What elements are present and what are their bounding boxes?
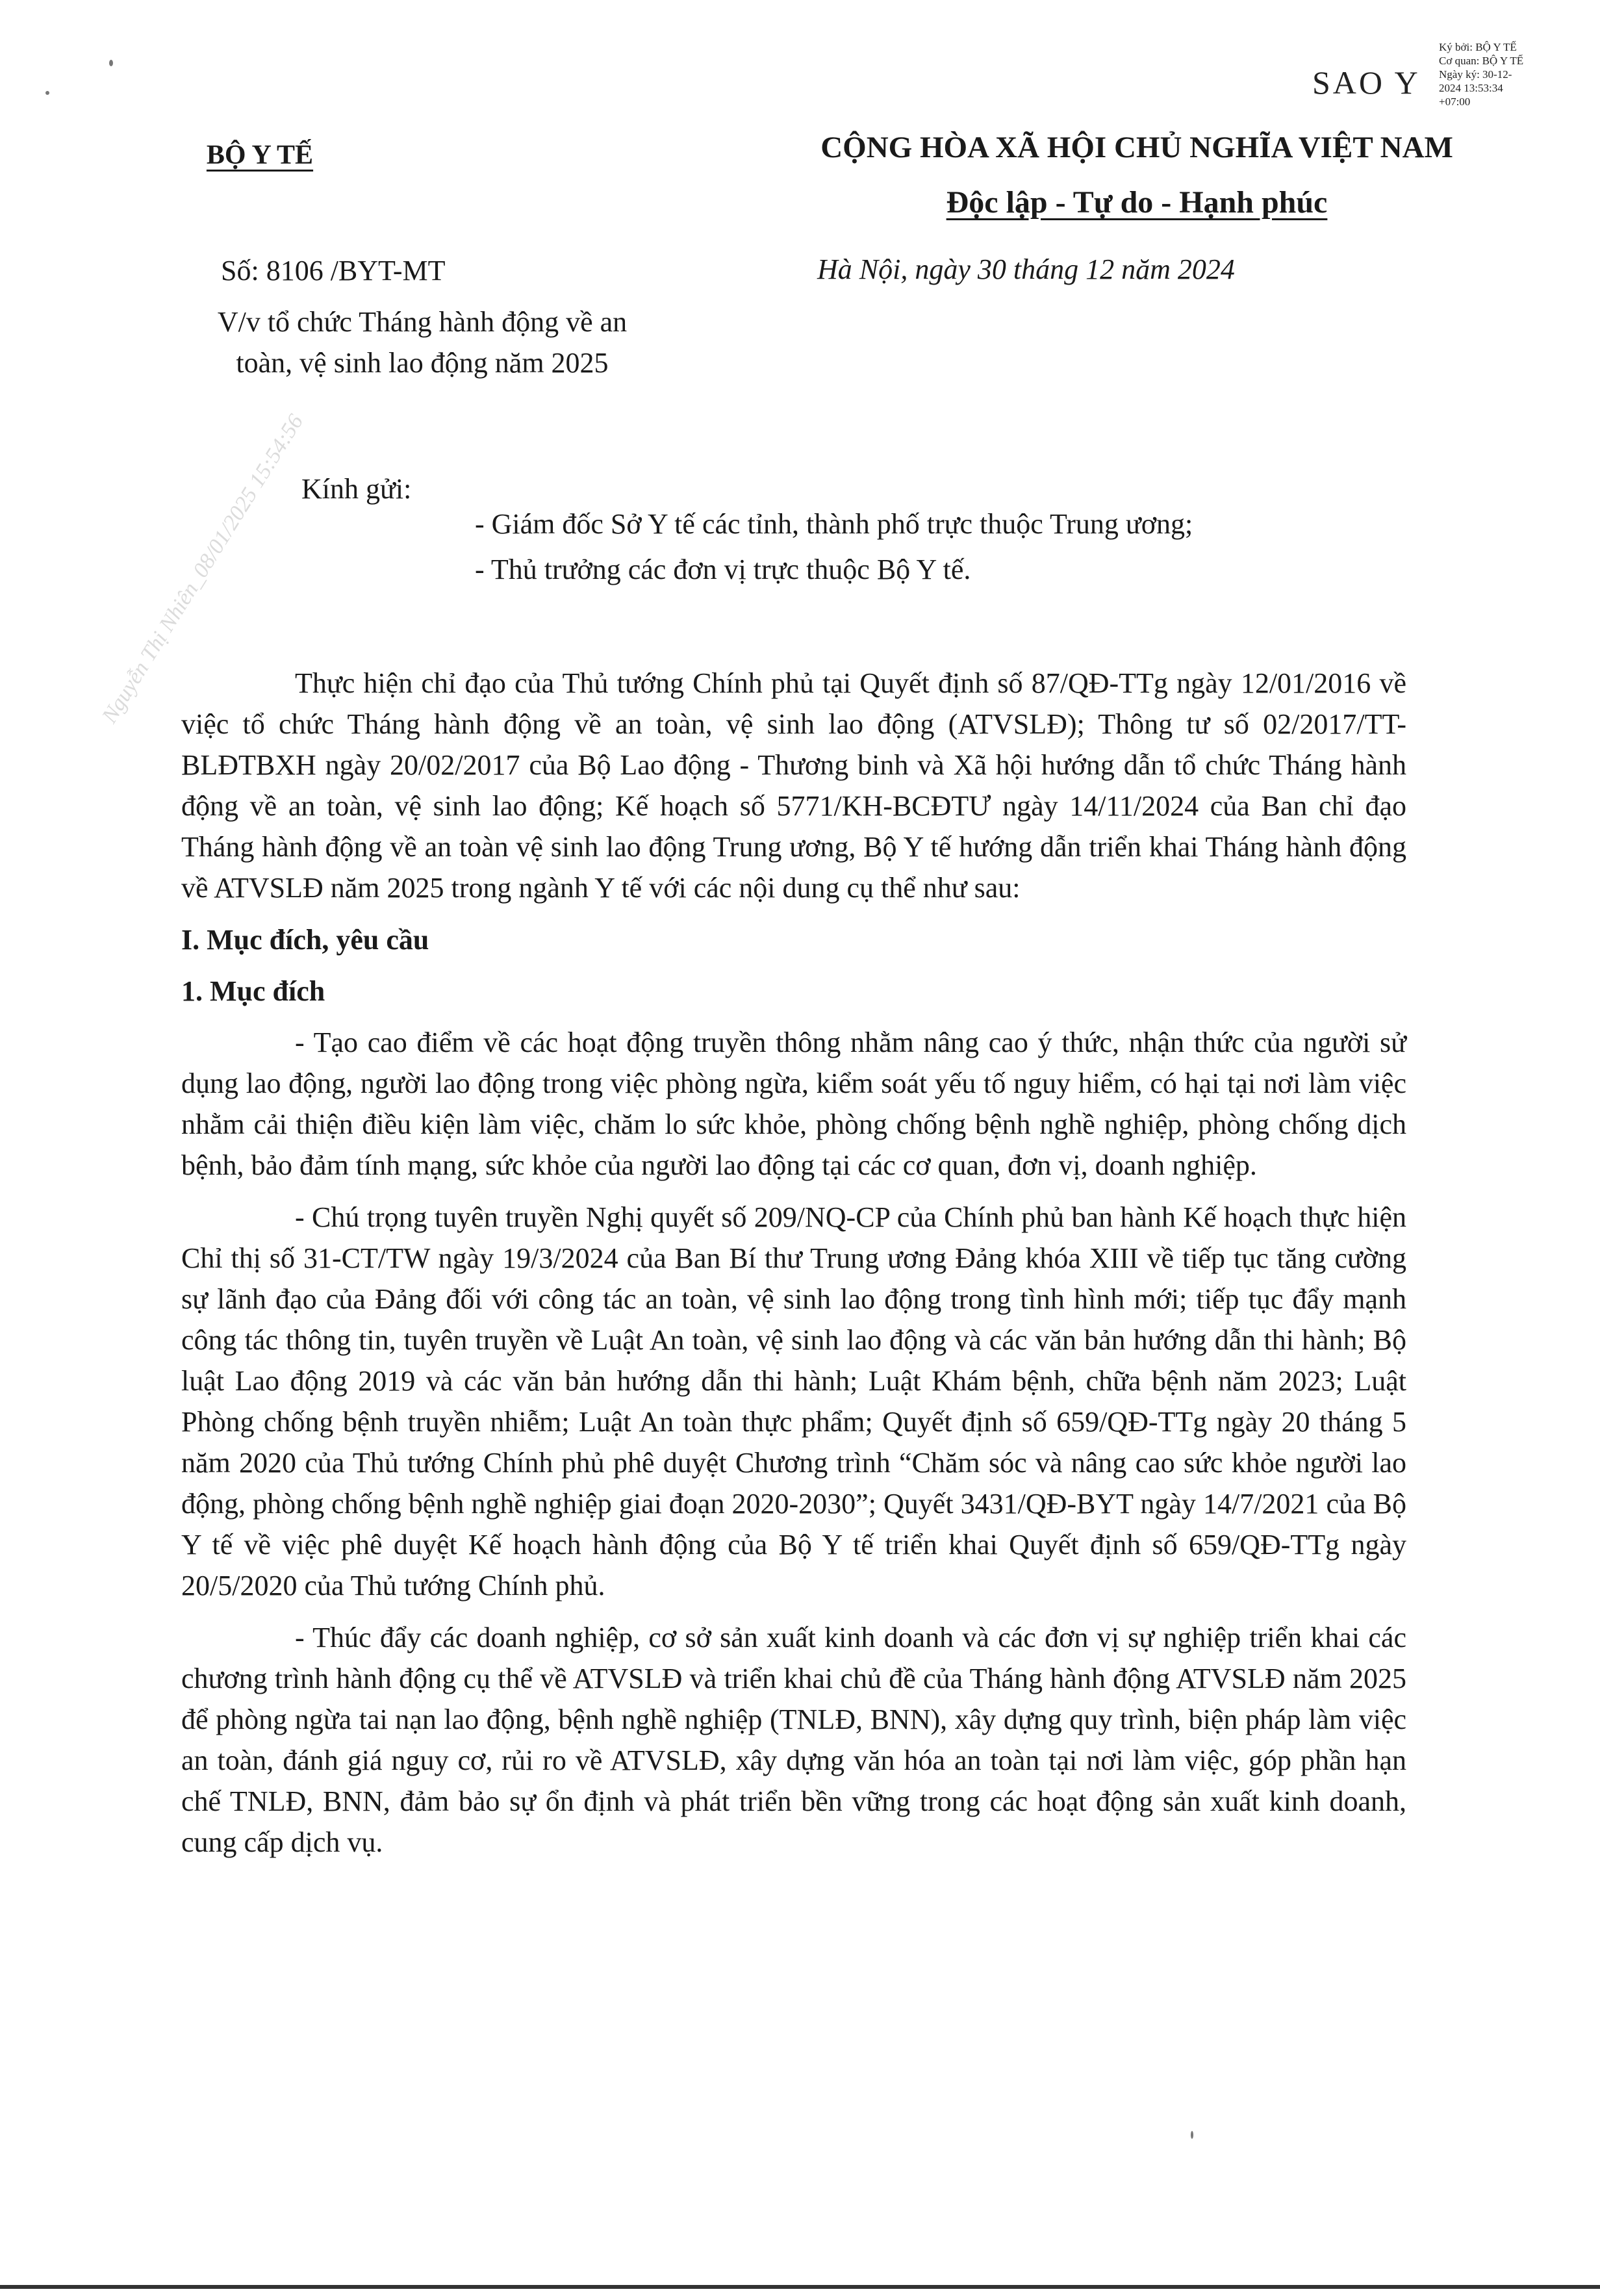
national-motto: [728, 185, 1546, 220]
copy-stamp-label: SAO Y: [1312, 64, 1421, 101]
scan-speck: [45, 91, 49, 95]
recipient-list: [475, 502, 1193, 593]
subsection-heading: 1. Mục đích: [181, 975, 325, 1007]
recipient-item: - Giám đốc Sở Y tế các tỉnh, thành phố trực thuộc Trung ương;: [475, 508, 1193, 540]
section-heading: I. Mục đích, yêu cầu: [181, 924, 429, 956]
agency-line: Cơ quan: BỘ Y TẾ: [1439, 55, 1524, 67]
signer-line: Ký bởi: BỘ Y TẾ: [1439, 41, 1517, 53]
motto-text: Độc lập - Tự do - Hạnh phúc: [946, 185, 1328, 220]
scan-speck: [1191, 2131, 1193, 2139]
digital-signature-info: [1439, 40, 1523, 108]
scan-speck: [109, 60, 113, 66]
subject-line: V/v tổ chức Tháng hành động về an: [217, 306, 628, 338]
signed-time-line: 2024 13:53:34: [1439, 82, 1503, 94]
body-paragraph: - Chú trọng tuyên truyền Nghị quyết số 209/NQ-CP của Chính phủ ban hành Kế hoạch thực hiện Chỉ thị số 31-CT/TW ngày 19/3/2024 của Ban Bí thư Trung ương Đảng khóa XIII về tiếp tục tăng cường sự lãnh đạo của Đảng đối với công tác an toàn, vệ sinh lao động trong tình hình mới; tiếp tục đẩy mạnh công tác thông tin, tuyên truyền về Luật An toàn, vệ sinh lao động và các văn bản hướng dẫn thi hành; Bộ luật Lao động 2019 và các văn bản hướng dẫn thi hành; Luật Khám bệnh, chữa bệnh năm 2023; Luật Phòng chống bệnh truyền nhiễm; Luật An toàn thực phẩm; Quyết định số 659/QĐ-TTg ngày 20 tháng 5 năm 2020 của Thủ tướng Chính phủ phê duyệt Chương trình “Chăm sóc và nâng cao sức khỏe người lao động, phòng chống bệnh nghề nghiệp giai đoạn 2020-2030”; Quyết 3431/QĐ-BYT ngày 14/7/2021 của Bộ Y tế về việc phê duyệt Kế hoạch hành động của Bộ Y tế triển khai Quyết định số 659/QĐ-TTg ngày 20/5/2020 của Thủ tướng Chính phủ.: [181, 1201, 1406, 1601]
recipient-item: - Thủ trưởng các đơn vị trực thuộc Bộ Y tế.: [475, 554, 971, 585]
subject-line: toàn, vệ sinh lao động năm 2025: [236, 347, 609, 379]
timezone-line: +07:00: [1439, 96, 1471, 108]
org-name-text: BỘ Y TẾ: [206, 140, 314, 170]
document-subject: [149, 301, 695, 383]
document-body: [181, 663, 1406, 1874]
signed-date-line: Ngày ký: 30-12-: [1439, 68, 1512, 81]
intro-paragraph: Thực hiện chỉ đạo của Thủ tướng Chính phủ tại Quyết định số 87/QĐ-TTg ngày 12/01/2016 về việc tổ chức Tháng hành động về an toàn, vệ sinh lao động (ATVSLĐ); Thông tư số 02/2017/TT-BLĐTBXH ngày 20/02/2017 của Bộ Lao động - Thương binh và Xã hội hướng dẫn tổ chức Tháng hành động về an toàn, vệ sinh lao động; Kế hoạch số 5771/KH-BCĐTƯ ngày 14/11/2024 của Ban chỉ đạo Tháng hành động về an toàn vệ sinh lao động Trung ương, Bộ Y tế hướng dẫn triển khai Tháng hành động về ATVSLĐ năm 2025 trong ngành Y tế với các nội dung cụ thể như sau:: [181, 667, 1406, 904]
viewer-watermark: Nguyễn Thị Nhiên_08/01/2025 15:54:56: [97, 410, 309, 728]
national-title: CỘNG HÒA XÃ HỘI CHỦ NGHĨA VIỆT NAM: [820, 131, 1453, 164]
body-paragraph: - Thúc đẩy các doanh nghiệp, cơ sở sản xuất kinh doanh và các đơn vị sự nghiệp triển khai các chương trình hành động cụ thể về ATVSLĐ và triển khai chủ đề của Tháng hành động ATVSLĐ năm 2025 để phòng ngừa tai nạn lao động, bệnh nghề nghiệp (TNLĐ, BNN), xây dựng quy trình, biện pháp làm việc an toàn, đánh giá nguy cơ, rủi ro về ATVSLĐ, xây dựng văn hóa an toàn tại nơi làm việc, góp phần hạn chế TNLĐ, BNN, đảm bảo sự ổn định và phát triển bền vững trong các hoạt động sản xuất kinh doanh, cung cấp dịch vụ.: [181, 1622, 1406, 1858]
body-paragraph: - Tạo cao điểm về các hoạt động truyền thông nhằm nâng cao ý thức, nhận thức của người sử dụng lao động, người lao động trong việc phòng ngừa, kiểm soát yếu tố nguy hiểm, có hại tại nơi làm việc nhằm cải thiện điều kiện làm việc, chăm lo sức khỏe, phòng chống bệnh nghề nghiệp, phòng chống dịch bệnh, bảo đảm tính mạng, sức khỏe của người lao động tại các cơ quan, đơn vị, doanh nghiệp.: [181, 1027, 1406, 1181]
issuing-organization: [0, 140, 520, 171]
document-number: Số: 8106 /BYT-MT: [221, 255, 446, 287]
place-and-date: Hà Nội, ngày 30 tháng 12 năm 2024: [817, 253, 1235, 285]
recipient-greeting: Kính gửi:: [301, 473, 412, 505]
page-bottom-edge: [0, 2285, 1600, 2289]
